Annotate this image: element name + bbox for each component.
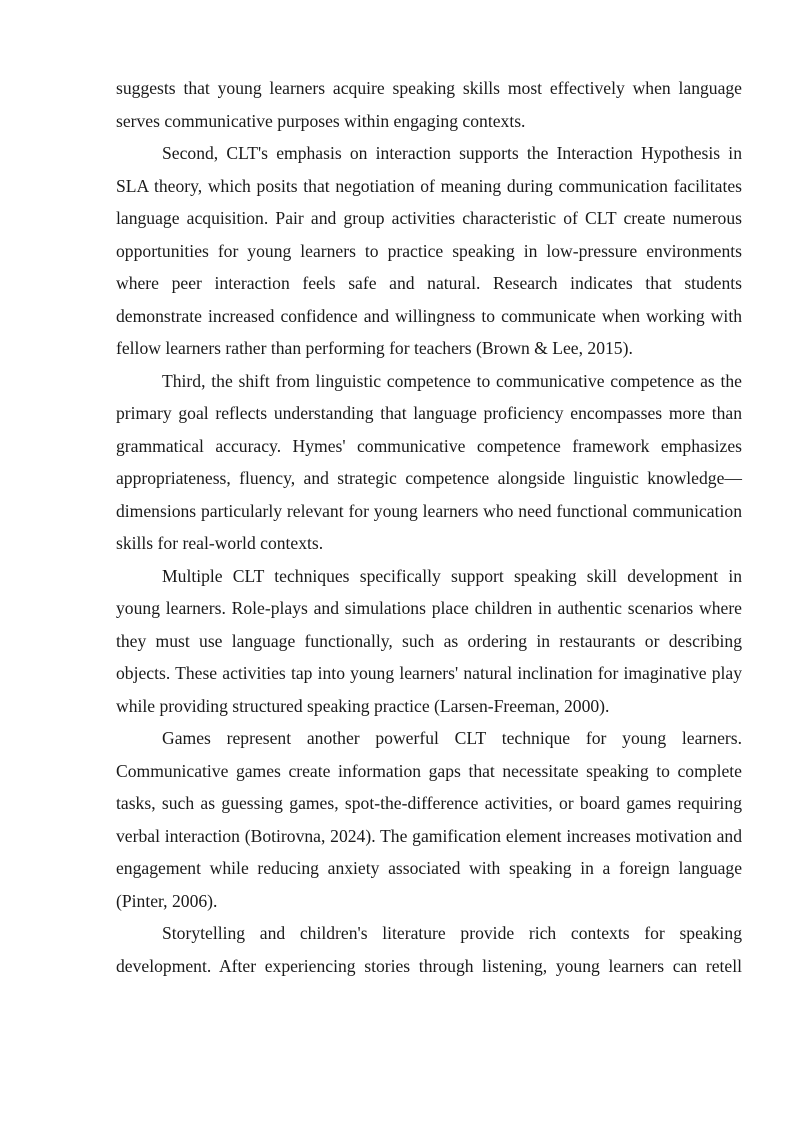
paragraph-storytelling: Storytelling and children's literature provide rich contexts for speaking development. After experiencing stories through listening, young learners can retell <box>116 923 742 976</box>
paragraph-communicative-competence: Third, the shift from linguistic competence to communicative competence as the primary goal reflects understanding that language proficiency encompasses more than grammatical accuracy. Hymes' communicative competence framework emphasizes appropriateness, fluency, and strategic competence alongside linguistic knowledge—dimensions particularly relevant for young learners who need functional communication skills for real-world contexts. <box>116 370 742 553</box>
paragraph-continued: suggests that young learners acquire speaking skills most effectively when language serves communicative purposes within engaging contexts. <box>116 78 742 131</box>
document-page <box>116 72 742 982</box>
paragraph-games: Games represent another powerful CLT technique for young learners. Communicative games create information gaps that necessitate speaking to complete tasks, such as guessing games, spot-the-difference activities, or board games requiring verbal interaction (Botirovna, 2024). The gamification element increases motivation and engagement while reducing anxiety associated with speaking in a foreign language (Pinter, 2006). <box>116 728 742 911</box>
paragraph-interaction-hypothesis: Second, CLT's emphasis on interaction supports the Interaction Hypothesis in SLA theory, which posits that negotiation of meaning during communication facilitates language acquisition. Pair and group activities characteristic of CLT create numerous opportunities for young learners to practice speaking in low-pressure environments where peer interaction feels safe and natural. Research indicates that students demonstrate increased confidence and willingness to communicate when working with fellow learners rather than performing for teachers (Brown & Lee, 2015). <box>116 143 742 358</box>
paragraph-role-plays: Multiple CLT techniques specifically support speaking skill development in young learners. Role-plays and simulations place children in authentic scenarios where they must use language functionally, such as ordering in restaurants or describing objects. These activities tap into young learners' natural inclination for imaginative play while providing structured speaking practice (Larsen-Freeman, 2000). <box>116 565 742 716</box>
